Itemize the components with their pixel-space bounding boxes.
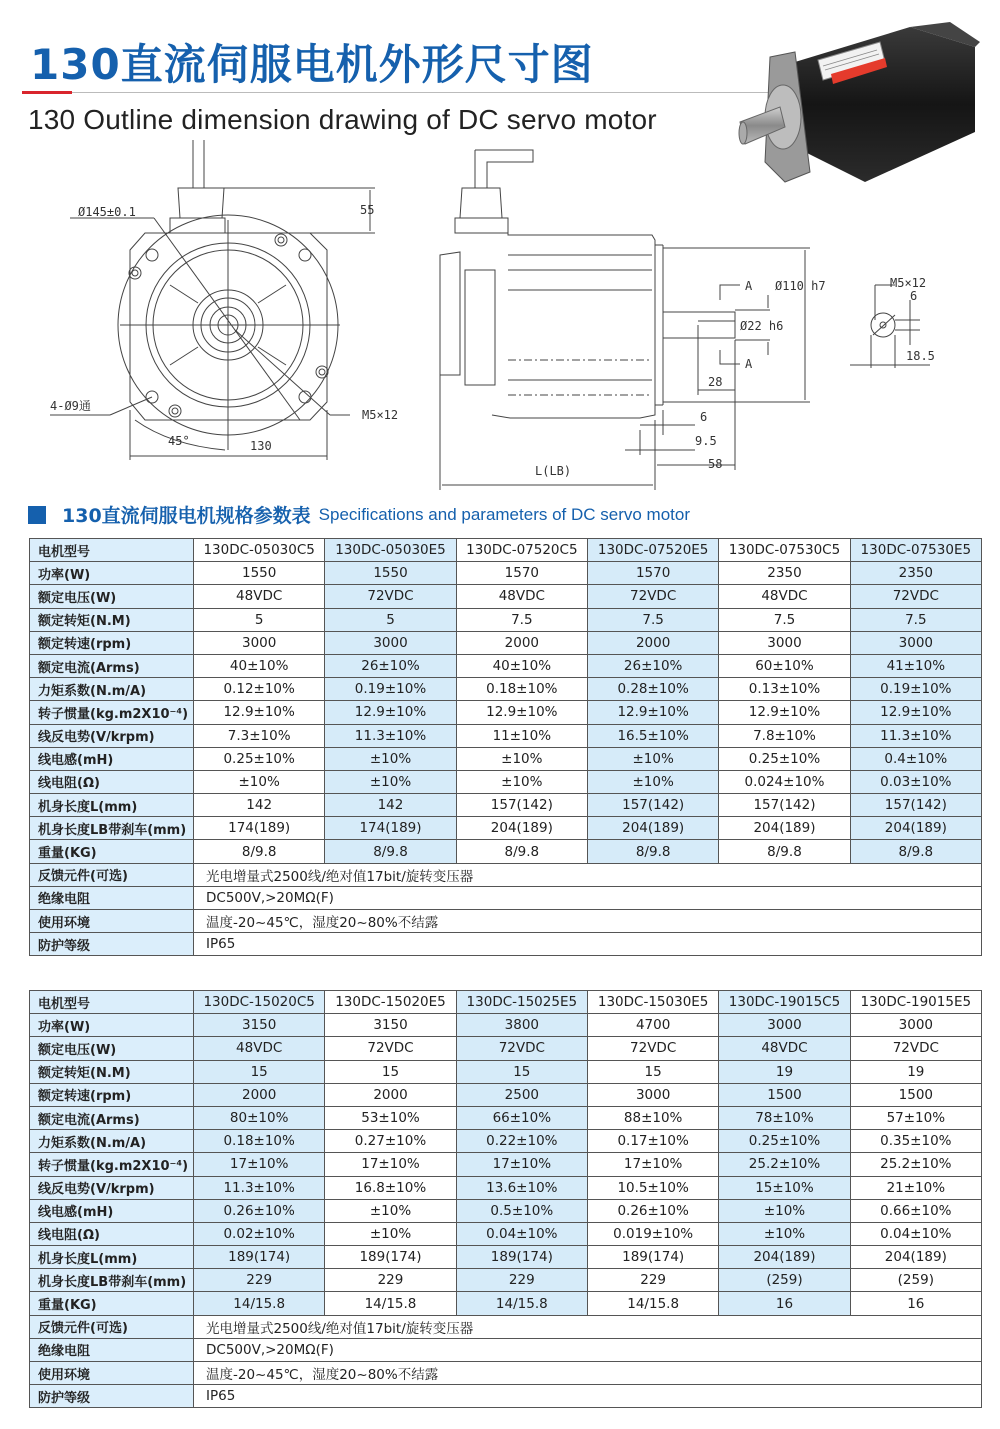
model-name-cell: 130DC-07520C5 xyxy=(456,539,587,562)
key-width-label: 6 xyxy=(910,289,918,303)
spec-section-heading xyxy=(28,501,690,528)
table-cell: 16 xyxy=(719,1292,850,1315)
table-cell: 12.9±10% xyxy=(719,701,850,724)
row-label: 机身长度LB带刹车(mm) xyxy=(30,1269,194,1292)
table-cell: 189(174) xyxy=(194,1246,325,1269)
table-cell: 14/15.8 xyxy=(194,1292,325,1315)
row-label: 线反电势(V/krpm) xyxy=(30,724,194,747)
table-row xyxy=(30,1083,982,1106)
table-row xyxy=(30,562,982,585)
shaft-len-label: 58 xyxy=(708,457,723,471)
page-subtitle: 130 Outline dimension drawing of DC servo motor xyxy=(28,104,657,135)
table-cell: 0.02±10% xyxy=(194,1222,325,1245)
row-label: 电机型号 xyxy=(30,991,194,1014)
table-cell: 204(189) xyxy=(850,817,981,840)
table-cell: 25.2±10% xyxy=(719,1153,850,1176)
table-cell: 174(189) xyxy=(325,817,456,840)
row-label: 防护等级 xyxy=(30,933,194,956)
table-row xyxy=(30,1060,982,1083)
table-cell: 16.8±10% xyxy=(325,1176,456,1199)
model-name-cell: 130DC-19015C5 xyxy=(719,991,850,1014)
table-cell: 4700 xyxy=(587,1014,718,1037)
table-cell: 0.25±10% xyxy=(194,747,325,770)
table-cell: 3000 xyxy=(850,631,981,654)
row-label: 线电阻(Ω) xyxy=(30,770,194,793)
row-label: 绝缘电阻 xyxy=(30,886,194,909)
table-cell: 5 xyxy=(325,608,456,631)
model-name-cell: 130DC-19015E5 xyxy=(850,991,981,1014)
table-cell: 0.4±10% xyxy=(850,747,981,770)
row-label: 防护等级 xyxy=(30,1385,194,1408)
table-cell: ±10% xyxy=(325,1222,456,1245)
table-row xyxy=(30,747,982,770)
key-screw-label: M5×12 xyxy=(890,276,927,290)
mount-holes-label: 4-Ø9通 xyxy=(50,399,91,413)
table-cell: 0.66±10% xyxy=(850,1199,981,1222)
table-cell: 2000 xyxy=(194,1083,325,1106)
table-cell: 57±10% xyxy=(850,1106,981,1129)
table-cell: 189(174) xyxy=(456,1246,587,1269)
table-cell: 189(174) xyxy=(325,1246,456,1269)
table-row xyxy=(30,794,982,817)
table-cell: 0.26±10% xyxy=(194,1199,325,1222)
table-cell: 48VDC xyxy=(194,585,325,608)
model-name-cell: 130DC-07520E5 xyxy=(587,539,718,562)
angle-label: 45° xyxy=(168,434,190,448)
row-label: 重量(KG) xyxy=(30,840,194,863)
table-cell: ±10% xyxy=(325,1199,456,1222)
model-name-cell: 130DC-15030E5 xyxy=(587,991,718,1014)
table-cell: 204(189) xyxy=(850,1246,981,1269)
row-label: 额定转矩(N.M) xyxy=(30,608,194,631)
width-label: 130 xyxy=(250,439,272,453)
table-cell: (259) xyxy=(850,1269,981,1292)
table-cell: 17±10% xyxy=(194,1153,325,1176)
table-cell: 1500 xyxy=(850,1083,981,1106)
model-name-cell: 130DC-07530E5 xyxy=(850,539,981,562)
table-cell: 19 xyxy=(850,1060,981,1083)
table-cell: 12.9±10% xyxy=(587,701,718,724)
body-len-label: L(LB) xyxy=(535,464,572,478)
row-label: 线反电势(V/krpm) xyxy=(30,1176,194,1199)
table-cell: 40±10% xyxy=(456,654,587,677)
table-header-row xyxy=(30,991,982,1014)
table-cell: 1570 xyxy=(587,562,718,585)
table-cell: 17±10% xyxy=(325,1153,456,1176)
table-cell: 0.26±10% xyxy=(587,1199,718,1222)
table-cell: 72VDC xyxy=(587,585,718,608)
table-cell: 3000 xyxy=(194,631,325,654)
table-cell: 11.3±10% xyxy=(850,724,981,747)
table-cell: 0.25±10% xyxy=(719,747,850,770)
table-cell: 229 xyxy=(456,1269,587,1292)
row-label: 重量(KG) xyxy=(30,1292,194,1315)
table-cell: 72VDC xyxy=(325,585,456,608)
table-row xyxy=(30,840,982,863)
table-cell: 12.9±10% xyxy=(194,701,325,724)
table-cell: 2350 xyxy=(850,562,981,585)
table-row xyxy=(30,1153,982,1176)
model-name-cell: 130DC-07530C5 xyxy=(719,539,850,562)
table-cell: 26±10% xyxy=(325,654,456,677)
table-row xyxy=(30,1292,982,1315)
table-cell: 1550 xyxy=(194,562,325,585)
table-cell: ±10% xyxy=(456,770,587,793)
table-row xyxy=(30,1037,982,1060)
row-label: 额定电流(Arms) xyxy=(30,654,194,677)
table-row xyxy=(30,631,982,654)
table-cell: 0.25±10% xyxy=(719,1130,850,1153)
section-mark-top: A xyxy=(745,279,753,293)
table-cell: 157(142) xyxy=(456,794,587,817)
table-cell: 0.19±10% xyxy=(850,678,981,701)
table-cell: 53±10% xyxy=(325,1106,456,1129)
section-bullet-icon xyxy=(28,506,46,524)
title-divider xyxy=(72,92,772,93)
table-row xyxy=(30,1338,982,1361)
row-label: 绝缘电阻 xyxy=(30,1338,194,1361)
table-cell: ±10% xyxy=(587,747,718,770)
table-cell: 157(142) xyxy=(719,794,850,817)
table-cell: 72VDC xyxy=(456,1037,587,1060)
row-label: 线电阻(Ω) xyxy=(30,1222,194,1245)
row-label: 额定电流(Arms) xyxy=(30,1106,194,1129)
table-cell: ±10% xyxy=(719,1199,850,1222)
row-label: 转子惯量(kg.m2X10⁻⁴) xyxy=(30,1153,194,1176)
table-cell: 2000 xyxy=(587,631,718,654)
table-row xyxy=(30,1014,982,1037)
table-cell: 0.18±10% xyxy=(194,1130,325,1153)
table-cell: 19 xyxy=(719,1060,850,1083)
screw-label: M5×12 xyxy=(362,408,399,422)
table-cell: 3000 xyxy=(325,631,456,654)
table-cell: 0.12±10% xyxy=(194,678,325,701)
table-cell: 48VDC xyxy=(719,585,850,608)
table-cell: 7.3±10% xyxy=(194,724,325,747)
row-label: 额定转矩(N.M) xyxy=(30,1060,194,1083)
table-cell: 8/9.8 xyxy=(456,840,587,863)
table-cell: 142 xyxy=(194,794,325,817)
table-cell: 8/9.8 xyxy=(194,840,325,863)
table-cell: 142 xyxy=(325,794,456,817)
table-cell: 11.3±10% xyxy=(325,724,456,747)
table-cell: 温度-20~45℃，湿度20~80%不结露 xyxy=(194,910,982,933)
table-cell: 80±10% xyxy=(194,1106,325,1129)
table-cell: 1550 xyxy=(325,562,456,585)
table-cell: 204(189) xyxy=(587,817,718,840)
table-cell: 204(189) xyxy=(456,817,587,840)
page-title: 130直流伺服电机外形尺寸图 xyxy=(30,40,594,89)
table-cell: 8/9.8 xyxy=(587,840,718,863)
table-cell: 157(142) xyxy=(587,794,718,817)
table-cell: IP65 xyxy=(194,933,982,956)
table-cell: 8/9.8 xyxy=(325,840,456,863)
table-cell: 72VDC xyxy=(850,1037,981,1060)
table-row xyxy=(30,910,982,933)
table-cell: 72VDC xyxy=(587,1037,718,1060)
table-cell: 8/9.8 xyxy=(850,840,981,863)
table-cell: 0.019±10% xyxy=(587,1222,718,1245)
table-cell: 48VDC xyxy=(456,585,587,608)
table-cell: ±10% xyxy=(194,770,325,793)
table-cell: ±10% xyxy=(325,770,456,793)
table-cell: 157(142) xyxy=(850,794,981,817)
table-cell: 0.04±10% xyxy=(850,1222,981,1245)
table-row xyxy=(30,1222,982,1245)
table-cell: 光电增量式2500线/绝对值17bit/旋转变压器 xyxy=(194,1315,982,1338)
table-cell: 7.5 xyxy=(587,608,718,631)
table-row xyxy=(30,678,982,701)
row-label: 额定电压(W) xyxy=(30,1037,194,1060)
table-cell: 229 xyxy=(194,1269,325,1292)
table-cell: 1500 xyxy=(719,1083,850,1106)
row-label: 功率(W) xyxy=(30,562,194,585)
table-cell: 3800 xyxy=(456,1014,587,1037)
section-mark-bottom: A xyxy=(745,357,753,371)
flange-thk-label: 6 xyxy=(700,410,708,424)
table-cell: 2350 xyxy=(719,562,850,585)
table-row xyxy=(30,1106,982,1129)
row-label: 力矩系数(N.m/A) xyxy=(30,678,194,701)
table-row xyxy=(30,1269,982,1292)
table-cell: 26±10% xyxy=(587,654,718,677)
table-cell: 229 xyxy=(587,1269,718,1292)
table-cell: 0.5±10% xyxy=(456,1199,587,1222)
table-cell: 3000 xyxy=(587,1083,718,1106)
table-row xyxy=(30,1315,982,1338)
row-label: 额定电压(W) xyxy=(30,585,194,608)
table-cell: 1570 xyxy=(456,562,587,585)
table-cell: 0.22±10% xyxy=(456,1130,587,1153)
table-cell: 0.03±10% xyxy=(850,770,981,793)
table-cell: 17±10% xyxy=(587,1153,718,1176)
table-row xyxy=(30,701,982,724)
table-cell: ±10% xyxy=(719,1222,850,1245)
table-cell: 15 xyxy=(456,1060,587,1083)
table-cell: DC500V,>20MΩ(F) xyxy=(194,886,982,909)
table-cell: ±10% xyxy=(456,747,587,770)
row-label: 转子惯量(kg.m2X10⁻⁴) xyxy=(30,701,194,724)
table-cell: 0.13±10% xyxy=(719,678,850,701)
front-view-drawing xyxy=(30,140,430,490)
row-label: 额定转速(rpm) xyxy=(30,631,194,654)
table-row xyxy=(30,724,982,747)
key-depth-label: 18.5 xyxy=(906,349,935,363)
table-cell: 7.5 xyxy=(719,608,850,631)
table-cell: 10.5±10% xyxy=(587,1176,718,1199)
table-header-row xyxy=(30,539,982,562)
section-title-cn: 130直流伺服电机规格参数表 xyxy=(62,505,311,527)
table-cell: 88±10% xyxy=(587,1106,718,1129)
model-name-cell: 130DC-15020C5 xyxy=(194,991,325,1014)
table-cell: IP65 xyxy=(194,1385,982,1408)
table-cell: 3150 xyxy=(194,1014,325,1037)
row-label: 力矩系数(N.m/A) xyxy=(30,1130,194,1153)
table-cell: 0.024±10% xyxy=(719,770,850,793)
table-cell: 72VDC xyxy=(325,1037,456,1060)
table-row xyxy=(30,1176,982,1199)
table-cell: (259) xyxy=(719,1269,850,1292)
model-name-cell: 130DC-05030E5 xyxy=(325,539,456,562)
row-label: 机身长度LB带刹车(mm) xyxy=(30,817,194,840)
flange-dia-label: Ø145±0.1 xyxy=(78,205,136,219)
table-cell: 15±10% xyxy=(719,1176,850,1199)
table-cell: 14/15.8 xyxy=(456,1292,587,1315)
table-cell: 12.9±10% xyxy=(850,701,981,724)
row-label: 使用环境 xyxy=(30,910,194,933)
spigot-dia-label: Ø110 h7 xyxy=(775,279,826,293)
table-cell: 0.17±10% xyxy=(587,1130,718,1153)
table-cell: 229 xyxy=(325,1269,456,1292)
row-label: 反馈元件(可选) xyxy=(30,863,194,886)
row-label: 机身长度L(mm) xyxy=(30,1246,194,1269)
table-row xyxy=(30,817,982,840)
model-name-cell: 130DC-05030C5 xyxy=(194,539,325,562)
table-row xyxy=(30,585,982,608)
table-cell: 21±10% xyxy=(850,1176,981,1199)
table-cell: 7.8±10% xyxy=(719,724,850,747)
table-cell: 11.3±10% xyxy=(194,1176,325,1199)
table-cell: 0.28±10% xyxy=(587,678,718,701)
table-row xyxy=(30,1199,982,1222)
table-row xyxy=(30,1130,982,1153)
table-cell: 3150 xyxy=(325,1014,456,1037)
table-cell: 0.19±10% xyxy=(325,678,456,701)
table-cell: 40±10% xyxy=(194,654,325,677)
table-cell: 温度-20~45℃，湿度20~80%不结露 xyxy=(194,1362,982,1385)
connector-height-label: 55 xyxy=(360,203,375,217)
table-row xyxy=(30,770,982,793)
table-cell: 16 xyxy=(850,1292,981,1315)
model-name-cell: 130DC-15020E5 xyxy=(325,991,456,1014)
table-row xyxy=(30,1385,982,1408)
table-cell: 14/15.8 xyxy=(325,1292,456,1315)
row-label: 反馈元件(可选) xyxy=(30,1315,194,1338)
shaft-dia-label: Ø22 h6 xyxy=(740,319,784,333)
table-cell: ±10% xyxy=(325,747,456,770)
table-cell: DC500V,>20MΩ(F) xyxy=(194,1338,982,1361)
table-cell: 5 xyxy=(194,608,325,631)
table-cell: 3000 xyxy=(719,1014,850,1037)
table-row xyxy=(30,863,982,886)
key-length-label: 28 xyxy=(708,375,723,389)
offset-label: 9.5 xyxy=(695,434,717,448)
table-cell: 174(189) xyxy=(194,817,325,840)
table-cell: 7.5 xyxy=(456,608,587,631)
row-label: 线电感(mH) xyxy=(30,747,194,770)
table-cell: 3000 xyxy=(719,631,850,654)
table-cell: 78±10% xyxy=(719,1106,850,1129)
table-cell: 48VDC xyxy=(194,1037,325,1060)
table-cell: 0.27±10% xyxy=(325,1130,456,1153)
table-cell: 17±10% xyxy=(456,1153,587,1176)
table-cell: 12.9±10% xyxy=(456,701,587,724)
table-cell: 25.2±10% xyxy=(850,1153,981,1176)
table-cell: 0.18±10% xyxy=(456,678,587,701)
table-cell: 12.9±10% xyxy=(325,701,456,724)
table-cell: 204(189) xyxy=(719,1246,850,1269)
table-row xyxy=(30,886,982,909)
table-cell: 0.04±10% xyxy=(456,1222,587,1245)
table-cell: 41±10% xyxy=(850,654,981,677)
row-label: 功率(W) xyxy=(30,1014,194,1037)
table-cell: 60±10% xyxy=(719,654,850,677)
section-title-en: Specifications and parameters of DC servo motor xyxy=(318,504,690,524)
model-name-cell: 130DC-15025E5 xyxy=(456,991,587,1014)
table-row xyxy=(30,654,982,677)
table-row xyxy=(30,1246,982,1269)
table-cell: 14/15.8 xyxy=(587,1292,718,1315)
table-cell: 3000 xyxy=(850,1014,981,1037)
table-cell: 7.5 xyxy=(850,608,981,631)
row-label: 电机型号 xyxy=(30,539,194,562)
table-row xyxy=(30,933,982,956)
row-label: 额定转速(rpm) xyxy=(30,1083,194,1106)
table-cell: ±10% xyxy=(587,770,718,793)
table-cell: 66±10% xyxy=(456,1106,587,1129)
table-cell: 8/9.8 xyxy=(719,840,850,863)
spec-table-1 xyxy=(29,538,982,956)
table-cell: 光电增量式2500线/绝对值17bit/旋转变压器 xyxy=(194,863,982,886)
row-label: 使用环境 xyxy=(30,1362,194,1385)
table-cell: 48VDC xyxy=(719,1037,850,1060)
table-cell: 15 xyxy=(587,1060,718,1083)
table-cell: 204(189) xyxy=(719,817,850,840)
table-cell: 15 xyxy=(325,1060,456,1083)
table-cell: 16.5±10% xyxy=(587,724,718,747)
table-cell: 11±10% xyxy=(456,724,587,747)
table-cell: 13.6±10% xyxy=(456,1176,587,1199)
table-cell: 189(174) xyxy=(587,1246,718,1269)
table-cell: 2000 xyxy=(325,1083,456,1106)
table-row xyxy=(30,608,982,631)
spec-table-2 xyxy=(29,990,982,1408)
row-label: 机身长度L(mm) xyxy=(30,794,194,817)
table-cell: 2000 xyxy=(456,631,587,654)
table-cell: 0.35±10% xyxy=(850,1130,981,1153)
table-cell: 72VDC xyxy=(850,585,981,608)
table-row xyxy=(30,1362,982,1385)
title-accent-rule xyxy=(22,91,72,94)
row-label: 线电感(mH) xyxy=(30,1199,194,1222)
table-cell: 2500 xyxy=(456,1083,587,1106)
side-view-drawing xyxy=(420,140,980,490)
table-cell: 15 xyxy=(194,1060,325,1083)
